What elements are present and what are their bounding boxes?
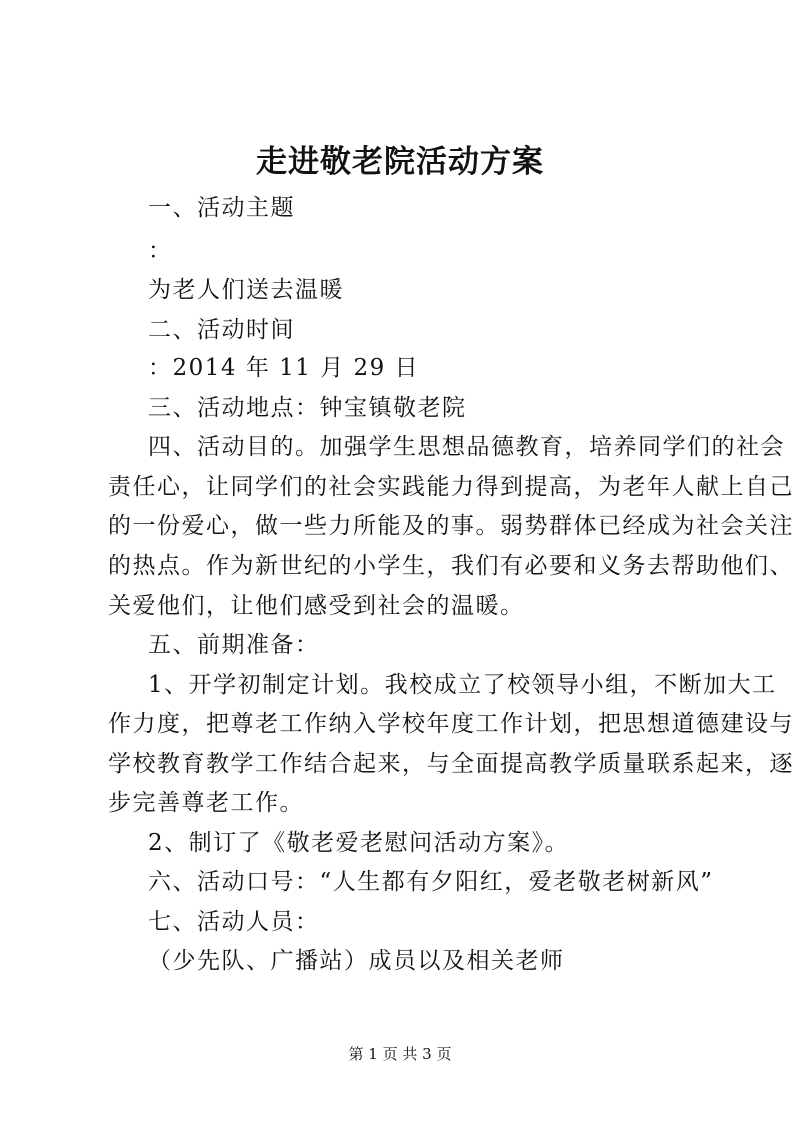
preparation-item-2: 2、制订了《敬老爱老慰问活动方案》。	[148, 830, 570, 856]
purpose-paragraph-line: 的热点。作为新世纪的小学生，我们有必要和义务去帮助他们、	[108, 553, 794, 579]
preparation-paragraph-line: 1、开学初制定计划。我校成立了校领导小组，不断加大工	[148, 672, 777, 698]
purpose-paragraph-line: 四、活动目的。加强学生思想品德教育，培养同学们的社会	[148, 434, 785, 460]
purpose-paragraph-line: 关爱他们，让他们感受到社会的温暖。	[108, 593, 525, 619]
section-heading-personnel: 七、活动人员：	[148, 909, 320, 935]
document-title: 走进敬老院活动方案	[256, 144, 544, 180]
preparation-paragraph-line: 作力度，把尊老工作纳入学校年度工作计划，把思想道德建设与	[108, 711, 794, 737]
section-heading-time: 二、活动时间	[148, 317, 295, 343]
purpose-paragraph-line: 责任心，让同学们的社会实践能力得到提高，为老年人献上自己	[108, 474, 794, 500]
preparation-paragraph-line: 步完善尊老工作。	[108, 790, 304, 816]
preparation-paragraph-line: 学校教育教学工作结合起来，与全面提高教学质量联系起来，逐	[108, 751, 794, 777]
time-text: ：2014 年 11 月 29 日	[148, 355, 420, 381]
purpose-paragraph-line: 的一份爱心，做一些力所能及的事。弱势群体已经成为社会关注	[108, 513, 794, 539]
slogan-text: 六、活动口号：“人生都有夕阳红，爱老敬老树新风”	[148, 869, 714, 895]
personnel-text: （少先队、广播站）成员以及相关老师	[148, 948, 565, 974]
page-footer: 第 1 页 共 3 页	[348, 1045, 452, 1063]
location-text: 三、活动地点：钟宝镇敬老院	[148, 395, 467, 421]
theme-text: 为老人们送去温暖	[148, 277, 344, 303]
section-heading-preparation: 五、前期准备：	[148, 632, 320, 658]
section-heading-theme: 一、活动主题	[148, 195, 295, 221]
theme-colon: ：	[148, 238, 173, 264]
